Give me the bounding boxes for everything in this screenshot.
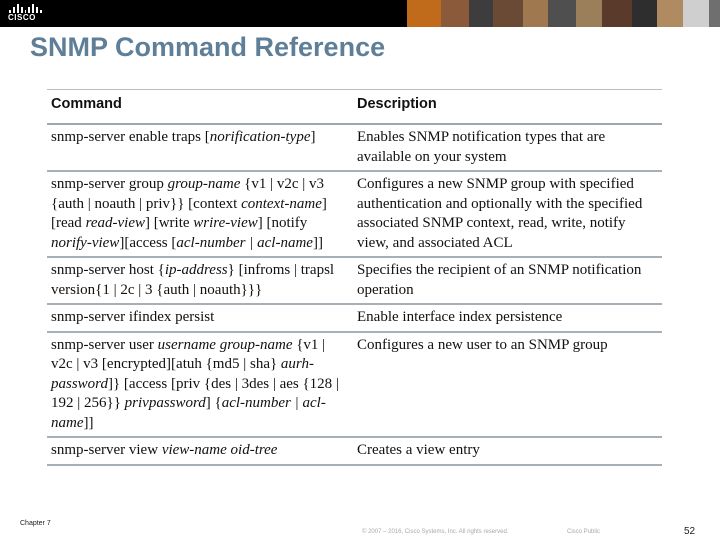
command-argument: read-view — [85, 215, 145, 231]
command-text: ]} [access [priv {des | 3des | aes {128 | 192 | 256}} — [51, 375, 339, 411]
column-header-command: Command — [47, 90, 353, 125]
command-text: snmp-server enable traps [ — [51, 129, 210, 145]
command-argument: acl-number | acl-name — [176, 234, 313, 251]
description-cell: Configures a new SNMP group with specified authentication and optionally with the specified associated SNMP context, read, write, notify view, and associated ACL — [353, 171, 662, 257]
chapter-label: Chapter 7 — [20, 520, 51, 527]
photo-person-5 — [548, 0, 576, 27]
slide-title: SNMP Command Reference — [30, 32, 386, 62]
table-body — [47, 124, 662, 465]
cisco-logo-bars — [9, 4, 42, 13]
table-row — [47, 171, 662, 257]
table-row — [47, 332, 662, 438]
table-row — [47, 437, 662, 465]
command-text: snmp-server host { — [51, 262, 165, 278]
command-text: ]] — [312, 234, 323, 251]
photo-person-7 — [602, 0, 632, 27]
command-text: snmp-server group — [51, 176, 168, 192]
photo-person-8 — [632, 0, 657, 27]
description-cell: Creates a view entry — [353, 437, 662, 465]
command-text: {v1 | v2c | v3 [encrypted][atuh {md5 | sha} — [51, 336, 326, 372]
photo-autumn-leaves — [407, 0, 441, 27]
photo-person-6 — [576, 0, 602, 27]
photo-person-11 — [709, 0, 720, 27]
command-text: ] [write — [144, 215, 194, 231]
command-text: ] { — [205, 395, 222, 411]
description-cell: Enables SNMP notification types that are available on your system — [353, 124, 662, 171]
command-cell — [47, 332, 353, 438]
command-argument: acl-number | acl-name — [51, 395, 326, 431]
command-argument: privpassword — [124, 395, 206, 411]
cisco-logo — [8, 4, 42, 23]
command-argument: context-name — [241, 195, 322, 212]
command-text: snmp-server ifindex persist — [51, 309, 215, 325]
command-cell — [47, 304, 353, 332]
photo-person-2 — [469, 0, 493, 27]
command-text: ] [notify — [257, 215, 308, 231]
command-text: snmp-server view — [51, 442, 162, 458]
photo-person-4 — [523, 0, 548, 27]
command-text: ] [read — [51, 195, 327, 231]
photo-strip — [407, 0, 720, 27]
command-text: snmp-server user — [51, 336, 158, 353]
command-argument: view-name oid-tree — [161, 442, 278, 458]
copyright-text: © 2007 – 2016, Cisco Systems, Inc. All rights reserved. — [362, 529, 509, 535]
column-header-description: Description — [353, 90, 662, 125]
table-row — [47, 304, 662, 332]
cisco-logo-text: CISCO — [8, 13, 36, 22]
command-cell — [47, 124, 353, 171]
command-argument: username group-name — [157, 336, 293, 353]
command-text: ][access [ — [119, 234, 177, 251]
classification-label: Cisco Public — [567, 529, 601, 535]
command-cell — [47, 257, 353, 304]
photo-person-3 — [493, 0, 523, 27]
table-row — [47, 257, 662, 304]
command-text: } [infroms | trapsl version{1 | 2c | 3 {auth | noauth}}} — [51, 262, 335, 298]
command-text: ] — [310, 129, 316, 145]
description-cell: Configures a new user to an SNMP group — [353, 332, 662, 438]
table-row — [47, 124, 662, 171]
command-argument: aurh-password — [51, 356, 314, 392]
command-argument: group-name — [167, 176, 241, 192]
photo-person-9 — [657, 0, 683, 27]
command-argument: norification-type — [209, 129, 311, 145]
description-cell: Enable interface index persistence — [353, 304, 662, 332]
table-header-row — [47, 90, 662, 125]
command-table — [47, 89, 662, 466]
command-text: ]] — [83, 414, 94, 431]
page-number: 52 — [684, 526, 696, 537]
command-argument: wrire-view — [193, 215, 258, 231]
command-cell — [47, 171, 353, 257]
photo-person-1 — [441, 0, 469, 27]
command-cell — [47, 437, 353, 465]
description-cell: Specifies the recipient of an SNMP notification operation — [353, 257, 662, 304]
command-argument: ip-address — [164, 262, 228, 278]
photo-person-10 — [683, 0, 709, 27]
command-argument: norify-view — [51, 234, 120, 251]
top-banner — [0, 0, 720, 27]
command-text: {v1 | v2c | v3 {auth | noauth | priv}} [context — [51, 176, 325, 212]
